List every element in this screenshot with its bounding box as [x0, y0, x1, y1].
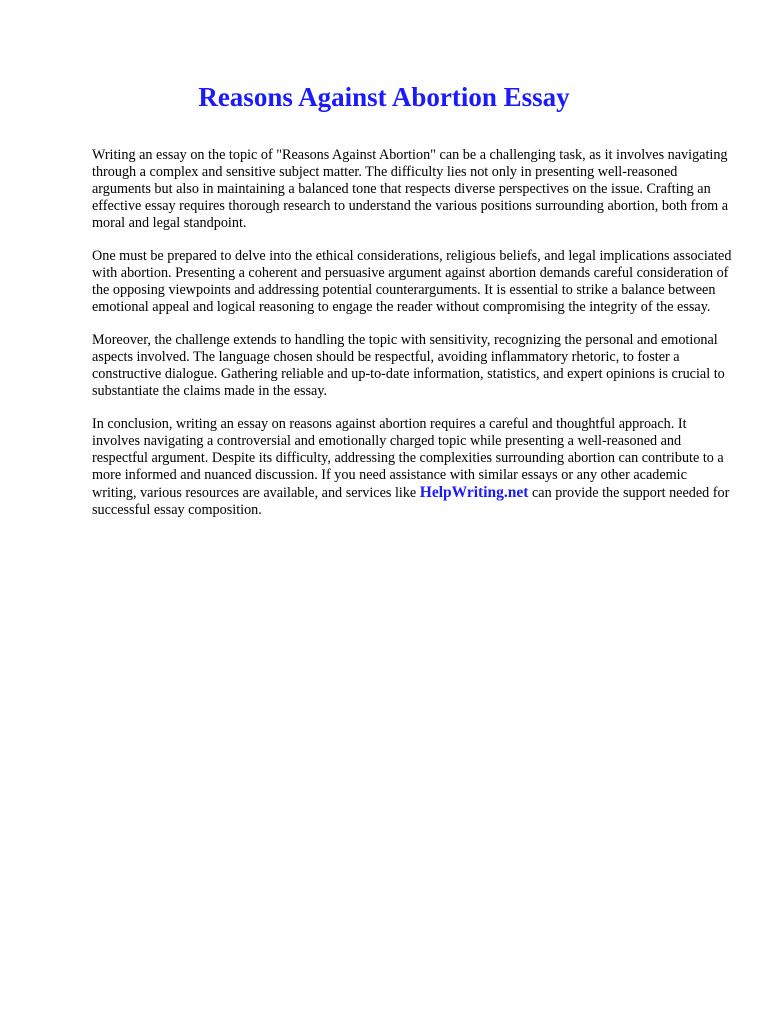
paragraph-4: [92, 416, 732, 519]
helpwriting-link[interactable]: HelpWriting.net: [419, 484, 529, 501]
page-title: Reasons Against Abortion Essay: [198, 82, 570, 112]
paragraph-4-text-after-link: can provide the support needed for successful essay composition.: [92, 485, 730, 518]
paragraph-1: Writing an essay on the topic of "Reasons Against Abortion" can be a challenging task, as it involves navigating through a complex and sensitive subject matter. The difficulty lies not only in presenting well-reasoned arguments but also in maintaining a balanced tone that respects diverse perspectives on the issue. Crafting an effective essay requires thorough research to understand the various positions surrounding abortion, both from a moral and legal standpoint.: [92, 147, 729, 231]
paragraph-4-text-before-link: In conclusion, writing an essay on reasons against abortion requires a careful and thoughtful approach. It involves navigating a controversial and emotionally charged topic while presenting a well-reasoned and respectful argument. Despite its difficulty, addressing the complexities surrounding abortion can contribute to a more informed and nuanced discussion. If you need assistance with similar essays or any other academic writing, various resources are available, and services like: [92, 416, 724, 501]
essay-body: [92, 147, 732, 535]
paragraph-2: One must be prepared to delve into the ethical considerations, religious beliefs, and legal implications associated with abortion. Presenting a coherent and persuasive argument against abortion demands careful consideration of the opposing viewpoints and addressing potential counterarguments. It is essential to strike a balance between emotional appeal and logical reasoning to engage the reader without compromising the integrity of the essay.: [92, 248, 732, 315]
paragraph-3: Moreover, the challenge extends to handling the topic with sensitivity, recognizing the personal and emotional aspects involved. The language chosen should be respectful, avoiding inflammatory rhetoric, to foster a constructive dialogue. Gathering reliable and up-to-date information, statistics, and expert opinions is crucial to substantiate the claims made in the essay.: [92, 332, 725, 399]
